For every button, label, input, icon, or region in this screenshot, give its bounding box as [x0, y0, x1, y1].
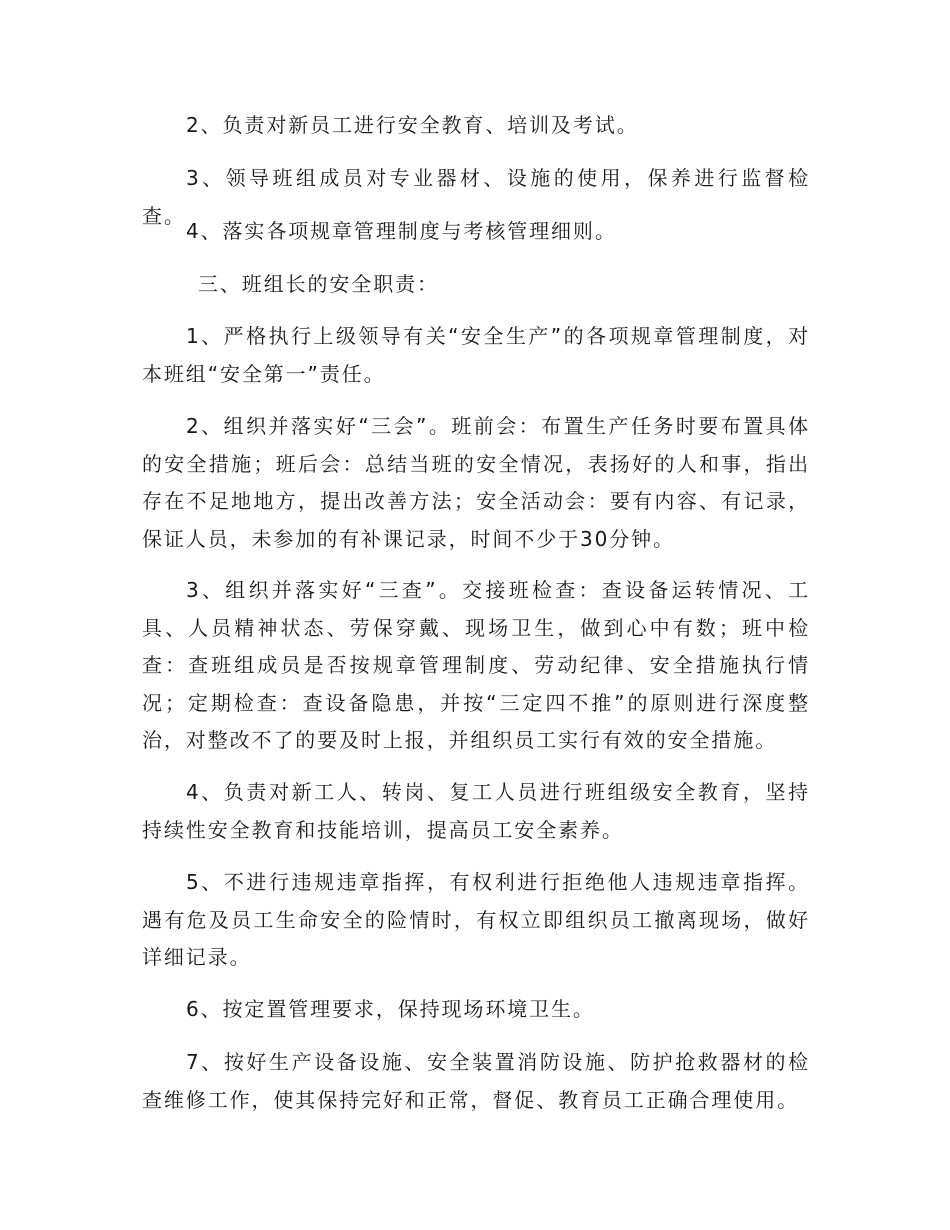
paragraph-item-2-training: 2、负责对新员工进行安全教育、培训及考试。 — [186, 113, 639, 137]
paragraph-duty-2-three-meetings: 2、组织并落实好“三会”。班前会：布置生产任务时要布置具体的安全措施；班后会：总结当班的安全情况，表扬好的人和事，指出存在不足地地方，提出改善方法；安全活动会：要有内容、有记录，保证人员，未参加的有补课记录，时间不少于30分钟。 — [142, 414, 810, 551]
paragraph-duty-3-three-inspections: 3、组织并落实好“三查”。交接班检查：查设备运转情况、工具、人员精神状态、劳保穿戴、现场卫生，做到心中有数；班中检查：查班组成员是否按规章管理制度、劳动纪律、安全措施执行情况；定期检查：查设备隐患，并按“三定四不推”的原则进行深度整治，对整改不了的要及时上报，并组织员工实行有效的安全措施。 — [142, 578, 810, 752]
paragraph-duty-5-evacuation: 5、不进行违规违章指挥，有权利进行拒绝他人违规违章指挥。遇有危及员工生命安全的险情时，有权立即组织员工撤离现场，做好详细记录。 — [142, 870, 810, 969]
paragraph-duty-4-education: 4、负责对新工人、转岗、复工人员进行班组级安全教育，坚持持续性安全教育和技能培训，提高员工安全素养。 — [142, 780, 810, 842]
paragraph-duty-7-equipment-maintenance: 7、按好生产设备设施、安全装置消防设施、防护抢救器材的检查维修工作，使其保持完好和正常，督促、教育员工正确合理使用。 — [142, 1050, 810, 1112]
section-heading-team-leader-duties: 三、班组长的安全职责： — [198, 272, 439, 296]
paragraph-duty-6-site-hygiene: 6、按定置管理要求，保持现场环境卫生。 — [186, 997, 595, 1021]
paragraph-item-4-regulations: 4、落实各项规章管理制度与考核管理细则。 — [186, 219, 617, 243]
paragraph-item-3-supervision: 3、领导班组成员对专业器材、设施的使用，保养进行监督检查。 — [142, 166, 810, 228]
paragraph-duty-1: 1、严格执行上级领导有关“安全生产”的各项规章管理制度，对本班组“安全第一”责任。 — [142, 324, 810, 386]
